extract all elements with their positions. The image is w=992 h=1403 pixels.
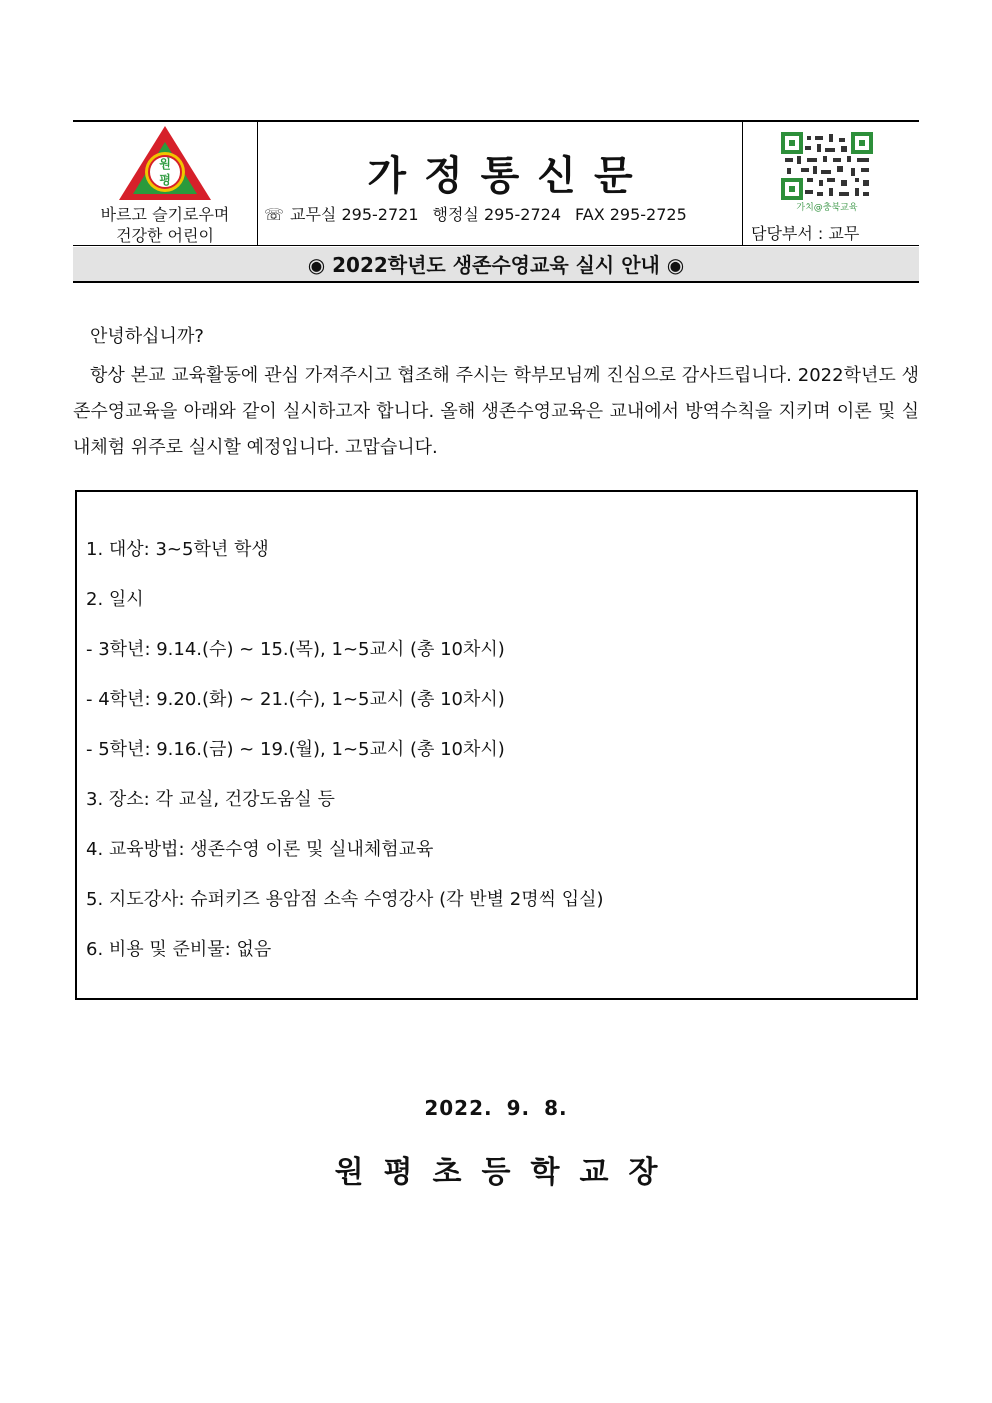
subject-title: ◉ 2022학년도 생존수영교육 실시 안내 ◉	[73, 247, 919, 283]
contact-office2: 행정실 295-2724	[432, 205, 562, 224]
details-box	[75, 490, 918, 1000]
header-table	[73, 120, 919, 246]
logo-cell	[73, 122, 258, 246]
greeting: 안녕하십니까?	[90, 326, 204, 347]
logo-text-top: 원	[159, 157, 171, 171]
contact-office1: 교무실 295-2721	[290, 205, 419, 224]
detail-grade5: - 5학년: 9.16.(금) ~ 19.(월), 1~5교시 (총 10차시)	[86, 739, 505, 760]
phone-icon: ☏	[264, 205, 285, 224]
document-date	[0, 1096, 992, 1120]
title-cell	[258, 122, 743, 246]
school-logo	[117, 124, 213, 202]
date-year: 2022.	[424, 1096, 493, 1120]
principal-signature: 원평초등학교장	[334, 1155, 678, 1190]
motto-line-2: 건강한 어린이	[116, 226, 214, 245]
detail-instructor: 5. 지도강사: 슈퍼키즈 용암점 소속 수영강사 (각 반별 2명씩 입실)	[86, 889, 604, 910]
detail-grade3: - 3학년: 9.14.(수) ~ 15.(목), 1~5교시 (총 10차시)	[86, 639, 505, 660]
motto-line-1: 바르고 슬기로우며	[100, 205, 230, 224]
date-day: 8.	[544, 1096, 568, 1120]
document-title: 가정통신문	[367, 153, 651, 199]
contact-line	[264, 202, 740, 225]
qr-caption: 가치@충북교육	[796, 203, 858, 212]
date-month: 9.	[506, 1096, 531, 1120]
detail-schedule: 2. 일시	[86, 589, 144, 610]
contact-fax: FAX 295-2725	[575, 205, 687, 224]
intro-paragraph: 항상 본교 교육활동에 관심 가져주시고 협조해 주시는 학부모님께 진심으로 감사드립니다. 2022학년도 생존수영교육을 아래와 같이 실시하고자 합니다. 올해 생존수영교육은 교내에서 방역수칙을 지키며 이론 및 실내체험 위주로 실시할 예정입니다. 고맙습니다.	[73, 365, 919, 458]
department-label: 담당부서 : 교무	[751, 224, 860, 243]
qr-code	[781, 132, 873, 212]
detail-grade4: - 4학년: 9.20.(화) ~ 21.(수), 1~5교시 (총 10차시)	[86, 689, 505, 710]
detail-target: 1. 대상: 3~5학년 학생	[86, 539, 269, 560]
detail-cost: 6. 비용 및 준비물: 없음	[86, 939, 272, 960]
detail-method: 4. 교육방법: 생존수영 이론 및 실내체험교육	[86, 839, 434, 860]
detail-place: 3. 장소: 각 교실, 건강도움실 등	[86, 789, 335, 810]
qr-cell	[743, 122, 919, 246]
logo-text-bottom: 평	[159, 173, 171, 187]
